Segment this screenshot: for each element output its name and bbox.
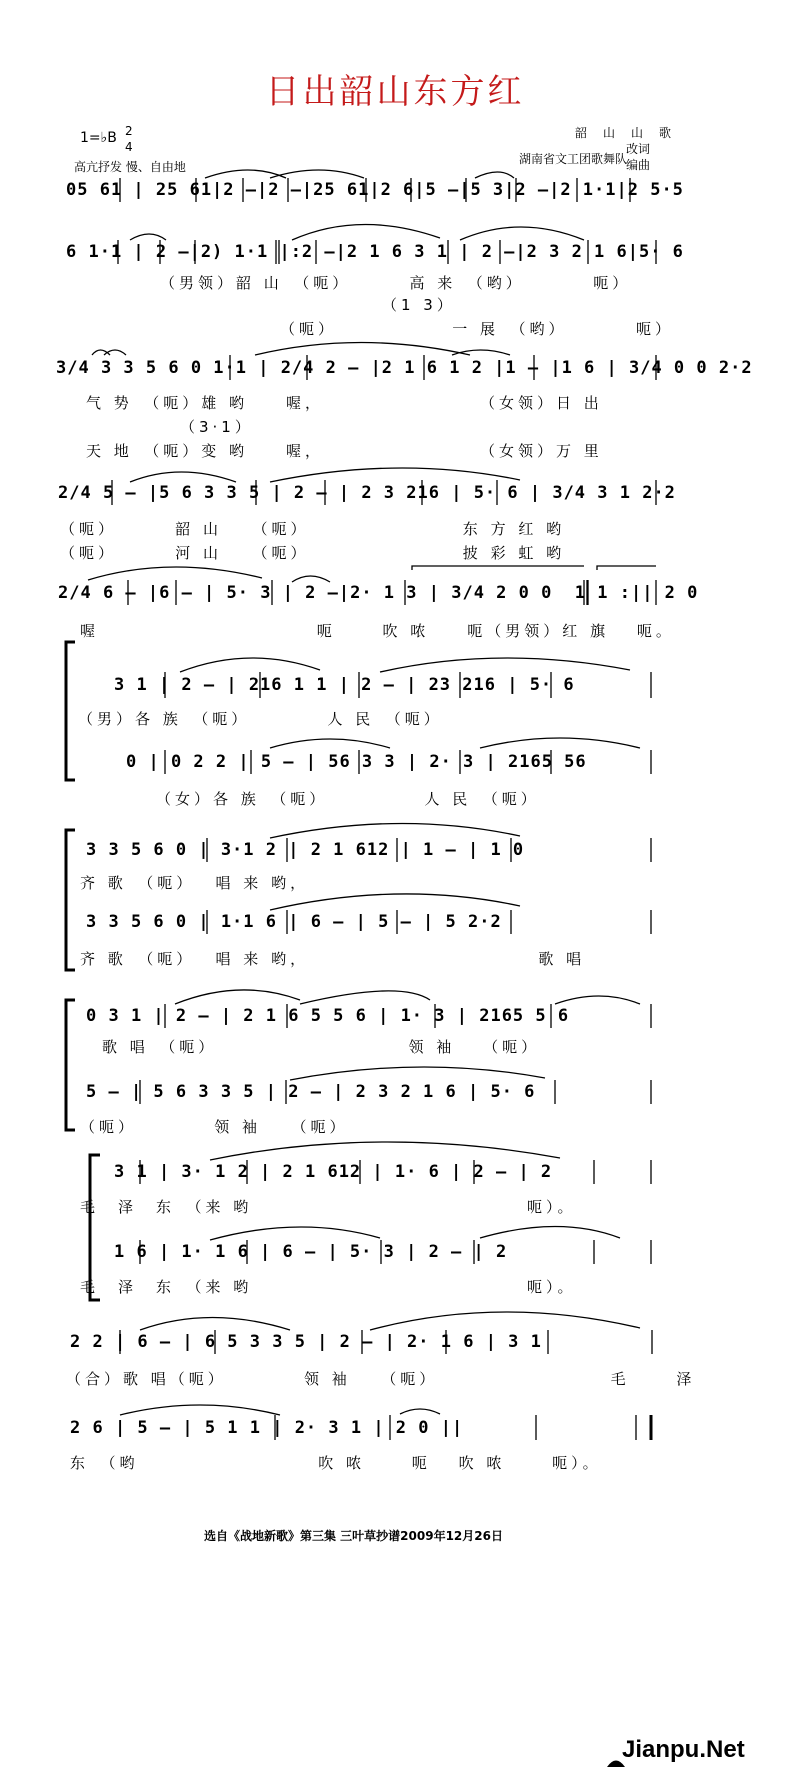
system-3-lyric-1: 气 势 （呃）雄 哟 喔， （女领）日 出 [86,394,603,412]
duet-2-lower-notes: 3 3 5 6 0 | 1·1 6 | 6 – | 5 – | 5 2·2 [86,912,502,932]
system-2-lyric-alt: （1 3） [382,296,456,314]
duet-2-upper-notes: 3 3 5 6 0 | 3·1 2 | 2 1 612 | 1 – | 1 0 [86,840,525,860]
system-5-notes: 2/4 6 – |6 – | 5· 3 | 2 –|2· 1 3 | 3/4 2 0 0 1 1 :|| 2 0 [58,583,699,603]
duet-2-upper-lyric: 齐 歌 （呃） 唱 来 哟， [80,874,310,892]
duet-4-upper-notes: 3 1 | 3· 1 2 | 2 1 612 | 1· 6 | 2 – | 2 [114,1162,553,1182]
duet-3-upper-notes: 0 3 1 | 2 – | 2 1 6 5 5 6 | 1· 3 | 2165 5 6 [86,1006,570,1026]
system-3-notes: 3/4 3 3 5 6 0 1·1 | 2/4 2 – |2 1 6 1 2 |1 – |1 6 | 3/4 0 0 2·2 [56,358,753,378]
duet-4-lower-notes: 1 6 | 1· 1 6 | 6 – | 5· 3 | 2 – | 2 [114,1242,508,1262]
system-3-lyric-2: 天 地 （呃）变 哟 喔， （女领）万 里 [86,442,603,460]
duet-3-lower-lyric: （呃） 领 袖 （呃） [80,1118,349,1136]
duet-1-female-notes: 0 | 0 2 2 | 5 – | 56 3 3 | 2· 3 | 2165 56 [126,752,587,772]
key-signature: 1=♭B [80,130,117,146]
page-title: 日出韶山东方红 [265,72,525,112]
source-credit: 韶 山 山 歌 [575,126,674,140]
system-3-lyric-alt: （3·1） [180,418,254,436]
system-2-lyric-2: （呃） 一 展 （哟） 呃） [280,320,675,338]
final-1-lyric: （合）歌 唱（呃） 领 袖 （呃） 毛 泽 [66,1370,696,1388]
site-logo-icon [596,1733,616,1753]
final-2-notes: 2 6 | 5 – | 5 1 1 | 2· 3 1 | 2 0 || [70,1418,464,1438]
system-2-notes: 6 1·1 | 2 –|2) 1·1 |:2 –|2 1 6 3 1 | 2 –|2 3 2 1 6|5· 6 [66,242,684,262]
role-compose: 编曲 [626,158,651,172]
duet-2-lower-lyric: 齐 歌 （呃） 唱 来 哟， 歌 唱 [80,950,586,968]
time-signature-bottom: 4 [125,140,133,154]
duet-1-male-lyric: （男）各 族 （呃） 人 民 （呃） [78,710,443,728]
system-4-lyric-2: （呃） 河 山 （呃） 披 彩 虹 哟 [60,544,566,562]
duet-3-upper-lyric: 歌 唱 （呃） 领 袖 （呃） [102,1038,541,1056]
duet-1-female-lyric: （女）各 族 （呃） 人 民 （呃） [156,790,540,808]
duet-4-upper-lyric: 毛 泽 东 （来 哟 呃）。 [80,1198,577,1216]
duet-4-lower-lyric: 毛 泽 东 （来 哟 呃）。 [80,1278,577,1296]
system-5-lyric: 喔 呃 吹 哝 呃（男领）红 旗 呃。 [80,622,675,640]
duet-3-lower-notes: 5 – | 5 6 3 3 5 | 2 – | 2 3 2 1 6 | 5· 6 [86,1082,536,1102]
system-4-notes: 2/4 5 – |5 6 3 3 5 | 2 – | 2 3 216 | 5· 6 | 3/4 3 1 2·2 [58,483,676,503]
role-lyrics: 改词 [626,142,651,156]
system-4-lyric-1: （呃） 韶 山 （呃） 东 方 红 哟 [60,520,566,538]
watermark: Jianpu.Net [622,1736,745,1763]
final-2-lyric: 东 （哟 吹 哝 呃 吹 哝 呃）。 [70,1454,602,1472]
duet-1-male-notes: 3 1 | 2 – | 216 1 1 | 2 – | 23 216 | 5· 6 [114,675,575,695]
final-1-notes: 2 2 | 6 – | 6 5 3 3 5 | 2 – | 2· 1 6 | 3 1 [70,1332,542,1352]
source-footer: 选自《战地新歌》第三集 三叶草抄谱2009年12月26日 [204,1529,503,1543]
arranger-credit: 湖南省文工团歌舞队 [519,152,628,166]
time-signature-top: 2 [125,124,133,138]
system-2-lyric-1: （男领）韶 山 （呃） 高 来 （哟） 呃） [160,274,632,292]
tempo-marking: 高亢抒发 慢、自由地 [74,160,186,174]
system-1-notes: 05 61 | 25 61|2 –|2 –|25 61|2 6|5 –|5 3|2 –|2 1·1|2 5·5 [66,180,684,200]
